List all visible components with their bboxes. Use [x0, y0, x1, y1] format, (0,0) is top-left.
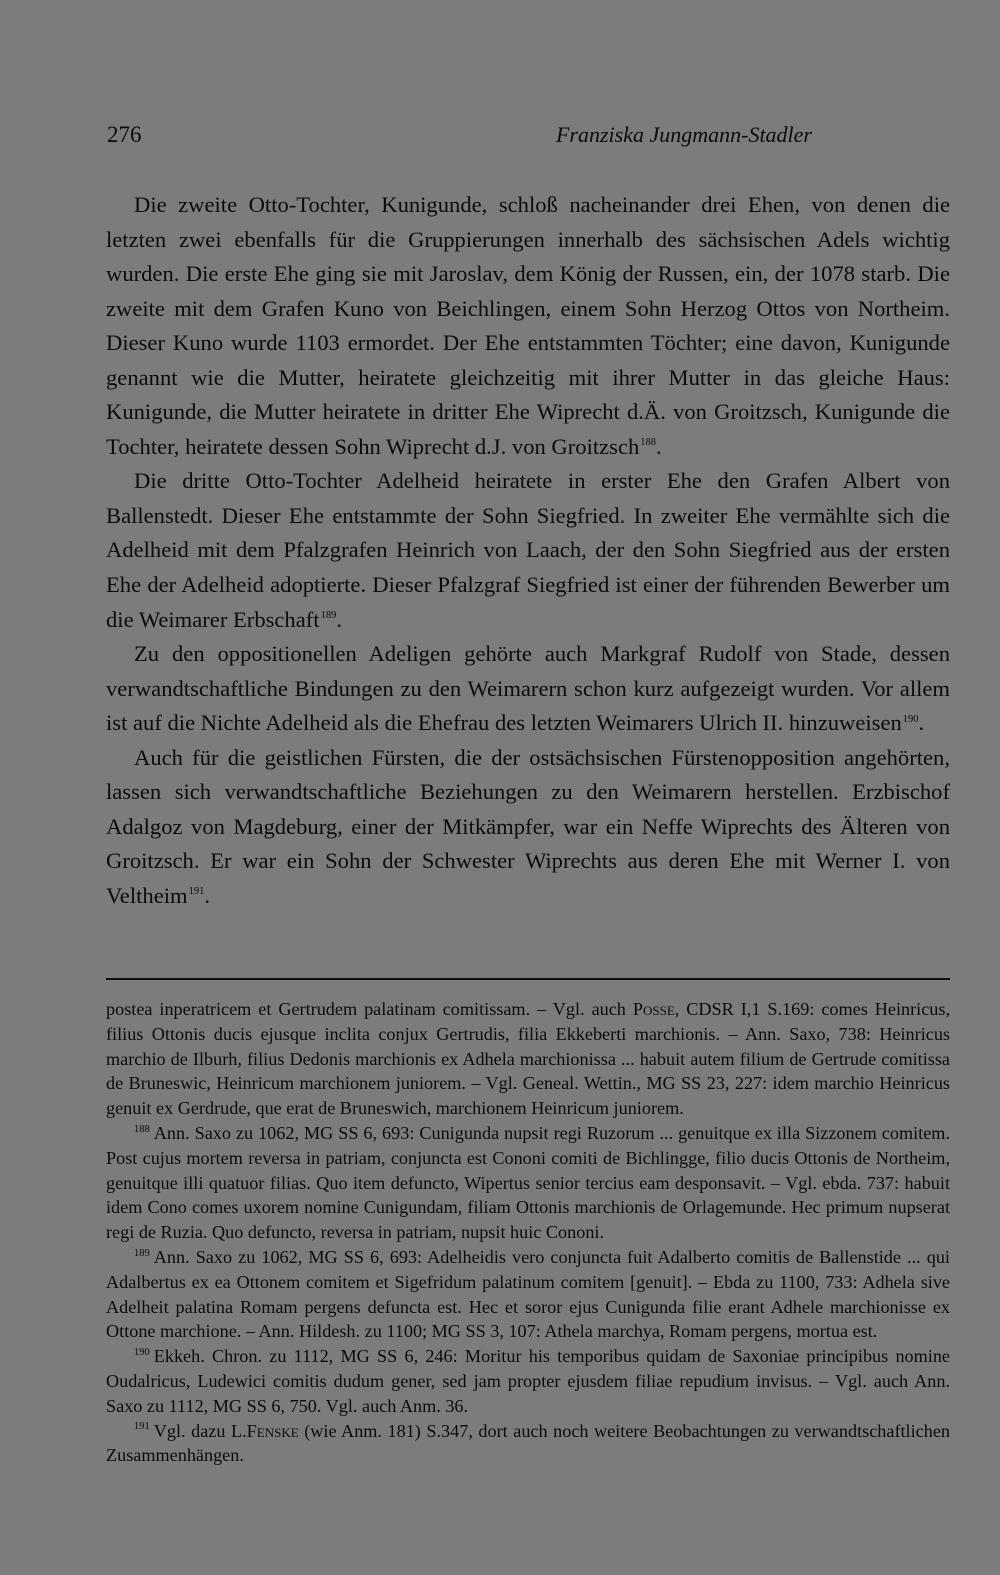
paragraph-end: . — [918, 710, 925, 736]
footnote-reference: 188 — [640, 437, 657, 449]
main-text — [106, 188, 950, 913]
paragraph — [106, 188, 950, 464]
footnote-reference: 189 — [320, 610, 337, 622]
footnote-text: Ekkeh. Chron. zu 1112, MG SS 6, 246: Moritur his temporibus quidam de Saxoniae principibus nomine Oudalricus, Ludewici comitis dudum gener, sed jam propter ejusdem filiae repudium invisus. – Vgl. auch Ann. Saxo zu 1112, MG SS 6, 750. Vgl. auch Anm. 36. — [106, 1346, 950, 1416]
paragraph-text: Die dritte Otto-Tochter Adelheid heiratete in erster Ehe den Grafen Albert von Ballenstedt. Dieser Ehe entstammte der Sohn Siegfried. In zweiter Ehe vermählte sich die Adelheid mit dem Pfalzgrafen Heinrich von Laach, der den Sohn Siegfried aus der ersten Ehe der Adelheid adoptierte. Dieser Pfalzgraf Siegfried ist einer der führenden Bewerber um die Weimarer Erbschaft — [106, 468, 950, 632]
footnote-text: , CDSR I,1 S.169: comes Heinricus, filius Ottonis ducis ejusque inclita conjux Gertrudis, filia Ekkeberti marchionis. – Ann. Saxo, 738: Heinricus marchio de Ilburh, filius Dedonis marchionis ex Adhela marchionissa ... habuit autem filium de Gertrude comitissa de Bruneswic, Heinricum marchionem juniorem. – Vgl. Geneal. Wettin., MG SS 23, 227: idem marchio Heinricus genuit ex Gerdrude, que erat de Bruneswich, marchionem Heinricum juniorem. — [106, 999, 950, 1119]
footnote-number: 189 — [134, 1247, 150, 1259]
paragraph-end: . — [204, 882, 210, 908]
footnote-separator — [106, 978, 950, 980]
paragraph-end: . — [336, 606, 342, 632]
paragraph — [106, 741, 950, 914]
footnote-190 — [106, 1344, 950, 1418]
running-title: Franziska Jungmann-Stadler — [555, 122, 812, 147]
page-number: 276 — [107, 122, 142, 147]
footnote-188 — [106, 1121, 950, 1245]
page-header — [107, 122, 947, 154]
footnote-reference: 191 — [188, 886, 205, 898]
author-name: Fenske — [246, 1420, 299, 1441]
paragraph-text: Auch für die geistlichen Fürsten, die der ostsächsischen Fürstenopposition angehörten, lassen sich verwandtschaftliche Beziehungen zu den Weimarern herstellen. Erzbischof Adalgoz von Magdeburg, einer der Mitkämpfer, war ein Neffe Wiprechts des Älteren von Groitzsch. Er war ein Sohn der Schwester Wiprechts aus deren Ehe mit Werner I. von Veltheim — [106, 744, 950, 908]
paragraph-text: Die zweite Otto-Tochter, Kunigunde, schloß nacheinander drei Ehen, von denen die letzten zwei ebenfalls für die Gruppierungen innerhalb des sächsischen Adels wichtig wurden. Die erste Ehe ging sie mit Jaroslav, dem König der Russen, ein, der 1078 starb. Die zweite mit dem Grafen Kuno von Beichlingen, einem Sohn Herzog Ottos von Northeim. Dieser Kuno wurde 1103 ermordet. Der Ehe entstammten Töchter; eine davon, Kunigunde genannt wie die Mutter, heiratete gleichzeitig mit ihrer Mutter in das gleiche Haus: Kunigunde, die Mutter heiratete in dritter Ehe Wiprecht d.Ä. von Groitzsch, Kunigunde die Tochter, heiratete dessen Sohn Wiprecht d.J. von Groitzsch — [106, 192, 950, 459]
footnotes — [106, 997, 950, 1468]
footnote-reference: 190 — [902, 713, 919, 725]
paragraph-end: . — [656, 433, 662, 459]
paragraph — [106, 464, 950, 637]
footnote-number: 191 — [134, 1421, 150, 1433]
footnote-text: (wie Anm. 181) S.347, dort auch noch weitere Beobachtungen zu verwandtschaftlichen Zusammenhängen. — [106, 1420, 950, 1466]
footnote-number: 190 — [134, 1347, 150, 1359]
footnote-text: postea inperatricem et Gertrudem palatinam comitissam. – Vgl. auch — [106, 999, 633, 1019]
paragraph-text: Zu den oppositionellen Adeligen gehörte auch Markgraf Rudolf von Stade, dessen verwandtschaftliche Bindungen zu den Weimarern schon kurz aufgezeigt wurden. Vor allem ist auf die Nichte Adelheid als die Ehefrau des letzten Weimarers Ulrich II. hinzuweisen — [106, 641, 950, 736]
footnote-number: 188 — [134, 1123, 150, 1135]
author-name: Posse — [632, 999, 675, 1019]
paragraph — [106, 637, 950, 741]
footnote-continuation — [106, 997, 950, 1121]
footnote-189 — [106, 1245, 950, 1344]
footnote-text: Vgl. dazu L. — [153, 1420, 247, 1441]
footnote-text: Ann. Saxo zu 1062, MG SS 6, 693: Cunigunda nupsit regi Ruzorum ... genuitque ex illa Sizzonem comitem. Post cujus mortem reversa in patriam, conjuncta est Cononi comiti de Bichlingge, filio ducis Ottonis de Northeim, genuitque illi quatuor filias. Quo item defuncto, Wipertus senior tercius eam desponsavit. – Vgl. ebda. 737: habuit idem Cono comes uxorem nomine Cunigundam, filiam Ottonis marchionis de Orlagemunde. Hec primum nupserat regi de Ruzia. Quo defuncto, reversa in patriam, nupsit huic Cononi. — [106, 1122, 950, 1243]
footnote-text: Ann. Saxo zu 1062, MG SS 6, 693: Adelheidis vero conjuncta fuit Adalberto comitis de Ballenstide ... qui Adalbertus ex ea Ottonem comitem et Sigefridum palatinum comitem [genuit]. – Ebda zu 1100, 733: Adhela sive Adelheit palatina Romam pergens defuncta est. Hec et soror ejus Cunigunda filie erant Adhele marchionisse ex Ottone marchione. – Ann. Hildesh. zu 1100; MG SS 3, 107: Athela marchya, Romam pergens, mortua est. — [106, 1246, 950, 1342]
footnote-191 — [106, 1419, 950, 1469]
